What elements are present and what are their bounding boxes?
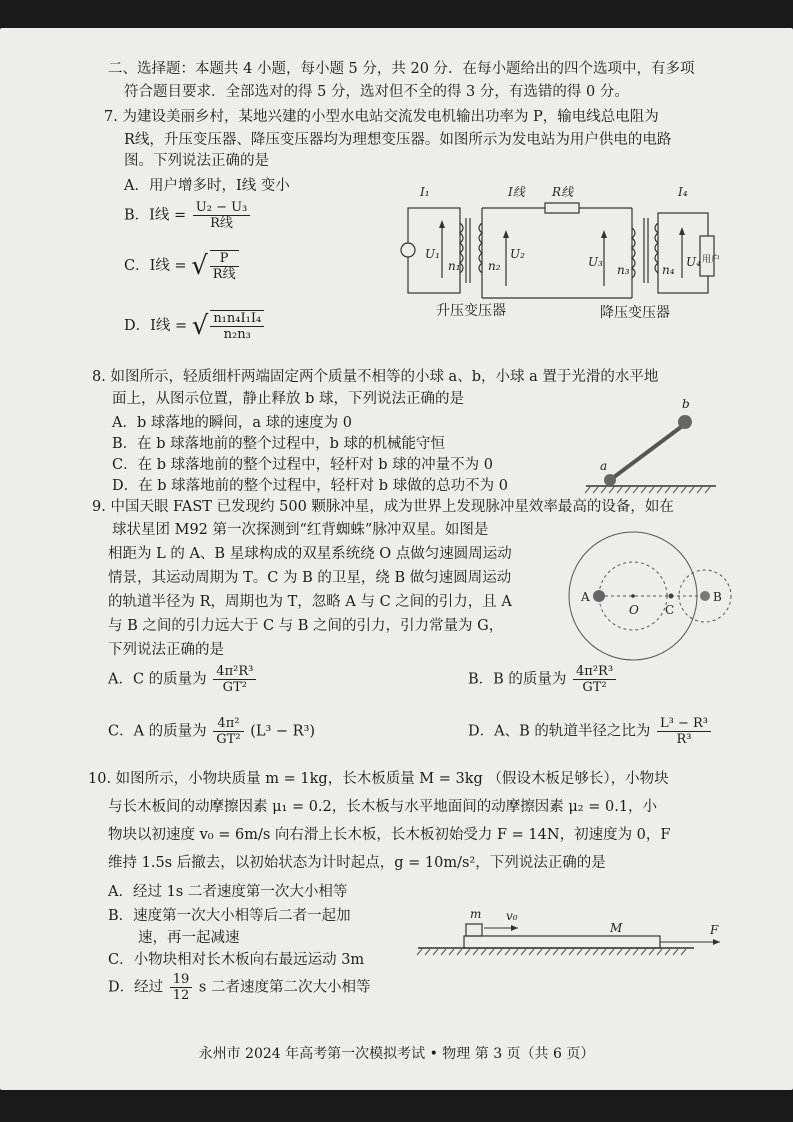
page-footer: 永州市 2024 年高考第一次模拟考试 • 物理 第 3 页（共 6 页） xyxy=(198,1046,595,1062)
fig-label-C: C xyxy=(665,603,675,617)
q9-option-c xyxy=(108,716,315,747)
star-A xyxy=(593,590,605,602)
q9-option-c-suffix: (L³ − R³) xyxy=(250,723,316,740)
q8-option-a: A．b 球落地的瞬间，a 球的速度为 0 xyxy=(112,415,352,431)
satellite-C xyxy=(669,594,674,599)
q9-option-d-prefix: D．A、B 的轨道半径之比为 xyxy=(468,723,651,740)
fig-label-U4: U₄ xyxy=(686,255,701,269)
q7-caption-step-down: 降压变压器 xyxy=(600,305,670,321)
fig-label-user: 用户 xyxy=(702,255,721,265)
q9-stem-line6: 与 B 之间的引力远大于 C 与 B 之间的引力，引力常量为 G， xyxy=(108,618,504,634)
q10-stem-line4: 维持 1.5s 后撤去，以初始状态为计时起点，g = 10m/s²，下列说法正确的是 xyxy=(108,855,606,871)
q7-option-c xyxy=(124,250,241,282)
fig-label-n2: n₂ xyxy=(488,259,501,273)
q7-option-c-denominator: R线 xyxy=(212,267,236,282)
q9-stem-line5: 的轨道半径为 R，周期也为 T，忽略 A 与 C 之间的引力，且 A xyxy=(108,594,512,610)
fig-label-a: a xyxy=(600,459,608,473)
fig-label-U1: U₁ xyxy=(425,247,440,261)
fig-label-M: M xyxy=(610,921,623,935)
fig-label-O: O xyxy=(629,603,639,617)
q9-stem-line4: 情景，其运动周期为 T。C 为 B 的卫星，绕 B 做匀速圆周运动 xyxy=(108,570,512,586)
center-O xyxy=(631,594,635,598)
q9-option-d-fraction xyxy=(657,716,711,747)
q10-stem-line3: 物块以初速度 v₀ = 6m/s 向右滑上长木板，长木板初始受力 F = 14N，初速度为 0，F xyxy=(108,827,671,843)
q7-option-c-numerator: P xyxy=(210,251,239,267)
section-header-line2: 符合题目要求．全部选对的得 5 分，选对但不全的得 3 分，有选错的得 0 分。 xyxy=(124,84,629,100)
fig-label-n3: n₃ xyxy=(617,263,630,277)
q10-option-d-suffix: s 二者速度第二次大小相等 xyxy=(198,979,371,996)
q9-option-c-denominator: GT² xyxy=(216,732,241,747)
q9-option-c-fraction xyxy=(213,716,243,747)
q8-option-c: C．在 b 球落地前的整个过程中，轻杆对 b 球的冲量不为 0 xyxy=(112,457,493,473)
q10-option-a: A．经过 1s 二者速度第一次大小相等 xyxy=(108,884,348,900)
q9-option-a-denominator: GT² xyxy=(222,680,247,695)
q9-stem-line1: 9. 中国天眼 FAST 已发现约 500 颗脉冲星，成为世界上发现脉冲星效率最高的设备，如在 xyxy=(92,499,674,515)
line-resistor xyxy=(545,203,579,213)
q9-option-a-fraction xyxy=(213,664,256,695)
q7-option-b-denominator: R线 xyxy=(210,216,233,231)
q9-option-a-numerator: 4π²R³ xyxy=(213,664,256,680)
fig-label-Rline: R线 xyxy=(552,185,574,199)
q7-option-b-prefix: B．I线 = xyxy=(124,207,187,224)
q9-option-c-numerator: 4π² xyxy=(213,716,243,732)
q7-option-d-numerator: n₁n₄I₁I₄ xyxy=(210,311,264,327)
fig-label-Iline: I线 xyxy=(508,185,525,199)
q9-option-b-prefix: B．B 的质量为 xyxy=(468,671,567,688)
fig-label-B: B xyxy=(713,590,722,604)
q10-option-b-line1: B．速度第一次大小相等后二者一起加 xyxy=(108,908,351,924)
q7-circuit-diagram xyxy=(400,178,720,318)
q7-option-d xyxy=(124,310,266,342)
q8-stem-line2: 面上，从图示位置，静止释放 b 球，下列说法正确的是 xyxy=(112,391,464,407)
q7-option-d-prefix: D．I线 = xyxy=(124,318,188,334)
q7-option-d-denominator: n₂n₃ xyxy=(223,327,251,342)
q10-stem-line1: 10. 如图所示，小物块质量 m = 1kg，长木板质量 M = 3kg （假设木板足够长），小物块 xyxy=(88,771,669,787)
q7-option-d-sqrt: √ $\frac{\text{n₁n₄I₁I₄}}{\text{n₂n₃}}$ xyxy=(192,310,266,342)
q10-option-d-denominator: 12 xyxy=(172,988,190,1003)
q9-option-b-fraction xyxy=(573,664,616,695)
q8-option-d: D．在 b 球落地前的整个过程中，轻杆对 b 球做的总功不为 0 xyxy=(112,478,508,494)
fig-label-n1: n₁ xyxy=(448,259,461,273)
fig-label-n4: n₄ xyxy=(662,263,675,277)
q9-stem-line2: 球状星团 M92 第一次探测到“红背蜘蛛”脉冲双星。如图是 xyxy=(112,522,489,538)
exam-page xyxy=(0,28,793,1090)
q7-stem-line2: R线，升压变压器、降压变压器均为理想变压器。如图所示为发电站为用户供电的电路 xyxy=(124,132,672,148)
q10-option-d-prefix: D．经过 xyxy=(108,979,164,996)
q9-option-b-numerator: 4π²R³ xyxy=(573,664,616,680)
q10-option-d-numerator: 19 xyxy=(170,972,193,988)
fig-label-I1: I₁ xyxy=(420,185,430,199)
small-block xyxy=(466,924,482,936)
q8-stem-line1: 8. 如图所示，轻质细杆两端固定两个质量不相等的小球 a、b，小球 a 置于光滑的水平地 xyxy=(92,369,659,385)
q9-option-b xyxy=(468,664,618,695)
q9-binary-star-diagram xyxy=(565,520,745,670)
fig-label-U2: U₂ xyxy=(510,247,525,261)
fig-label-F: F xyxy=(710,923,719,937)
q10-option-b-line2: 速，再一起减速 xyxy=(138,930,240,946)
q7-stem-line3: 图。下列说法正确的是 xyxy=(124,153,269,169)
q9-stem-line7: 下列说法正确的是 xyxy=(108,642,224,658)
q7-option-b-fraction xyxy=(193,200,251,231)
q7-caption-step-up: 升压变压器 xyxy=(436,303,506,319)
q9-stem-line3: 相距为 L 的 A、B 星球构成的双星系统绕 O 点做匀速圆周运动 xyxy=(108,546,512,562)
q9-option-d xyxy=(468,716,713,747)
q10-stem-line2: 与长木板间的动摩擦因素 μ₁ = 0.2，长木板与水平地面间的动摩擦因素 μ₂ = 0.1，小 xyxy=(108,799,658,815)
fig-label-I4: I₄ xyxy=(678,185,688,199)
q7-option-c-prefix: C．I线 = xyxy=(124,258,187,274)
star-B xyxy=(700,591,710,601)
section-header-line1: 二、选择题：本题共 4 小题，每小题 5 分，共 20 分．在每小题给出的四个选项中，有多项 xyxy=(108,61,695,77)
q7-stem-line1: 7. 为建设美丽乡村，某地兴建的小型水电站交流发电机输出功率为 P，输电线总电阻为 xyxy=(104,109,659,125)
q10-option-d xyxy=(108,972,370,1003)
q9-option-c-prefix: C．A 的质量为 xyxy=(108,723,207,740)
fig-label-A: A xyxy=(581,590,590,604)
q7-option-b-numerator: U₂ − U₃ xyxy=(193,200,251,216)
fig-label-v0: v₀ xyxy=(506,909,518,923)
q10-option-d-fraction xyxy=(170,972,193,1003)
q10-option-c: C．小物块相对长木板向右最远运动 3m xyxy=(108,952,365,968)
q10-block-board-diagram xyxy=(414,904,734,964)
q7-option-b xyxy=(124,200,252,231)
ball-b xyxy=(678,415,692,429)
fig-label-m: m xyxy=(470,907,482,921)
q9-option-d-numerator: L³ − R³ xyxy=(657,716,711,732)
rod xyxy=(610,424,685,480)
q7-option-c-sqrt: √ $\frac{P}{\text{R线}}$ xyxy=(191,250,240,282)
fig-label-b: b xyxy=(682,397,690,411)
q9-option-b-denominator: GT² xyxy=(582,680,607,695)
q8-option-b: B．在 b 球落地前的整个过程中，b 球的机械能守恒 xyxy=(112,436,446,452)
q9-option-d-denominator: R³ xyxy=(676,732,692,747)
q8-rod-diagram xyxy=(584,396,724,496)
fig-label-U3: U₃ xyxy=(588,255,603,269)
generator-icon xyxy=(401,243,415,257)
long-board xyxy=(464,936,660,948)
q7-option-a: A．用户增多时，I线 变小 xyxy=(124,178,290,194)
ball-a xyxy=(604,474,616,486)
q9-option-a-prefix: A．C 的质量为 xyxy=(108,671,207,688)
q9-option-a xyxy=(108,664,258,695)
